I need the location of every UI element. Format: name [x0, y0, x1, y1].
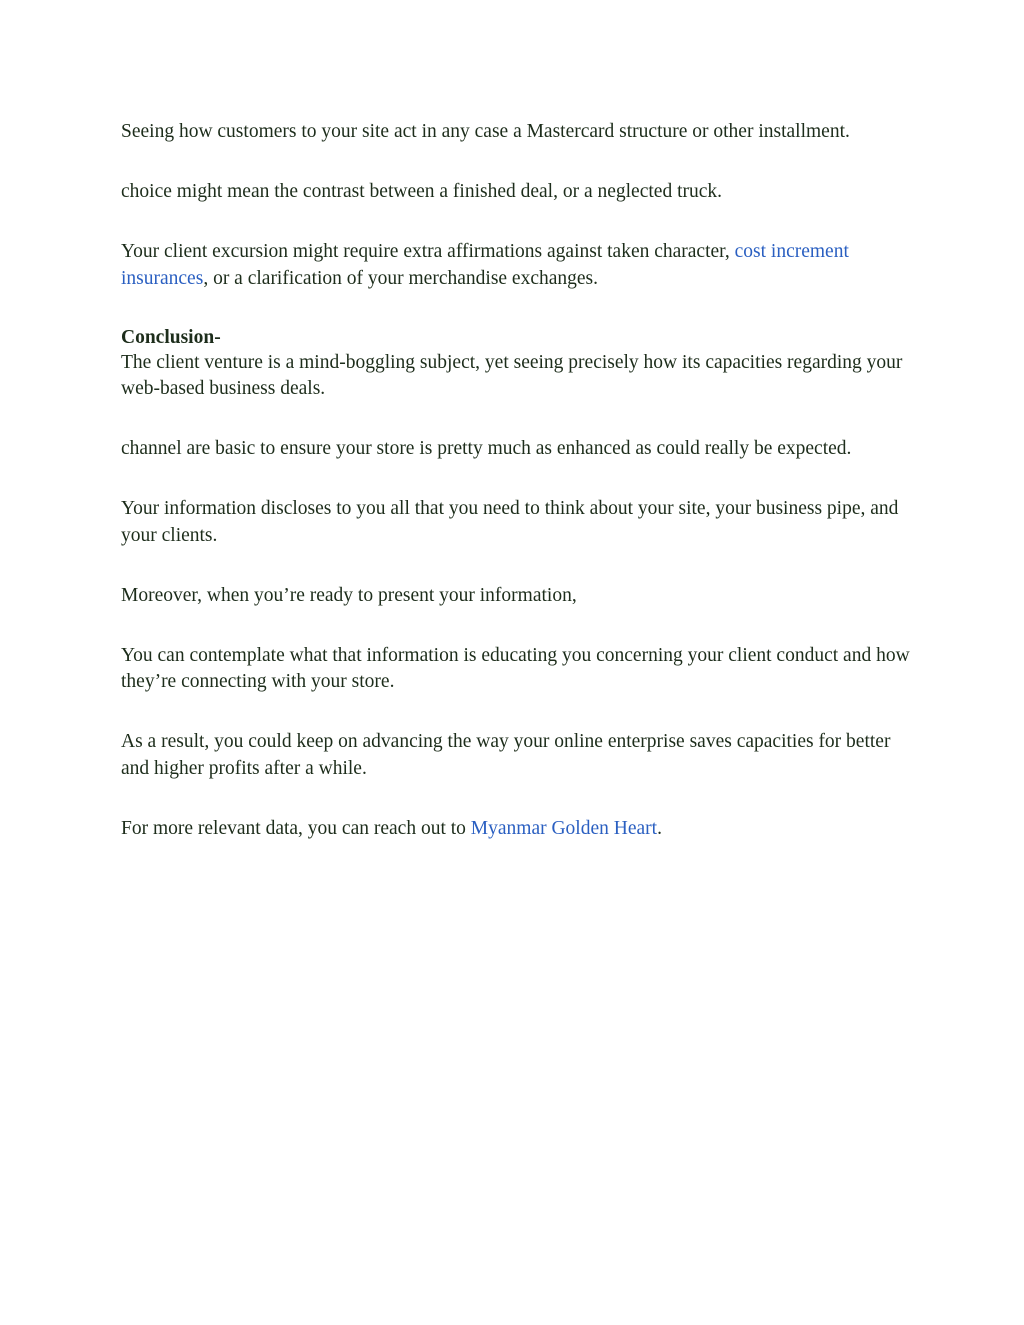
paragraph-choice [121, 179, 911, 206]
paragraph-text-after-link: . [657, 817, 662, 839]
paragraph-text-before-link: Your client excursion might require extra affirmations against taken character, [121, 241, 735, 262]
myanmar-golden-heart-link[interactable]: Myanmar Golden Heart [470, 817, 658, 839]
paragraph-text: Seeing how customers to your site act in any case a Mastercard structure or other installment. [121, 121, 850, 142]
paragraph-channel [121, 436, 911, 463]
paragraph-contemplate [121, 643, 911, 696]
conclusion-section [121, 326, 911, 403]
paragraph-result [121, 729, 911, 782]
paragraph-text: Your information discloses to you all that you need to think about your site, your business pipe, and your clients. [121, 498, 899, 546]
paragraph-text: Moreover, when you’re ready to present your information, [121, 584, 577, 606]
paragraph-text: You can contemplate what that information is educating you concerning your client conduct and how they’re connecting with your store. [121, 644, 910, 692]
paragraph-contact [121, 816, 911, 843]
document-page [121, 119, 911, 876]
paragraph-text: The client venture is a mind-boggling subject, yet seeing precisely how its capacities regarding your web-based business deals. [121, 351, 903, 399]
cost-increment-insurances-link[interactable]: cost increment insurances [121, 241, 849, 289]
paragraph-text: choice might mean the contrast between a finished deal, or a neglected truck. [121, 181, 723, 202]
paragraph-client-excursion [121, 239, 911, 292]
paragraph-text-after-link: , or a clarification of your merchandise exchanges. [203, 267, 599, 289]
conclusion-heading: Conclusion- [121, 326, 221, 348]
paragraph-text-before-link: For more relevant data, you can reach out to [121, 817, 471, 839]
paragraph-information [121, 496, 911, 549]
paragraph-text: channel are basic to ensure your store is pretty much as enhanced as could really be expected. [121, 438, 852, 459]
paragraph-text: As a result, you could keep on advancing the way your online enterprise saves capacities for better and higher profits after a while. [121, 731, 891, 779]
paragraph-moreover [121, 583, 911, 610]
paragraph-checkout-behavior [121, 119, 911, 146]
